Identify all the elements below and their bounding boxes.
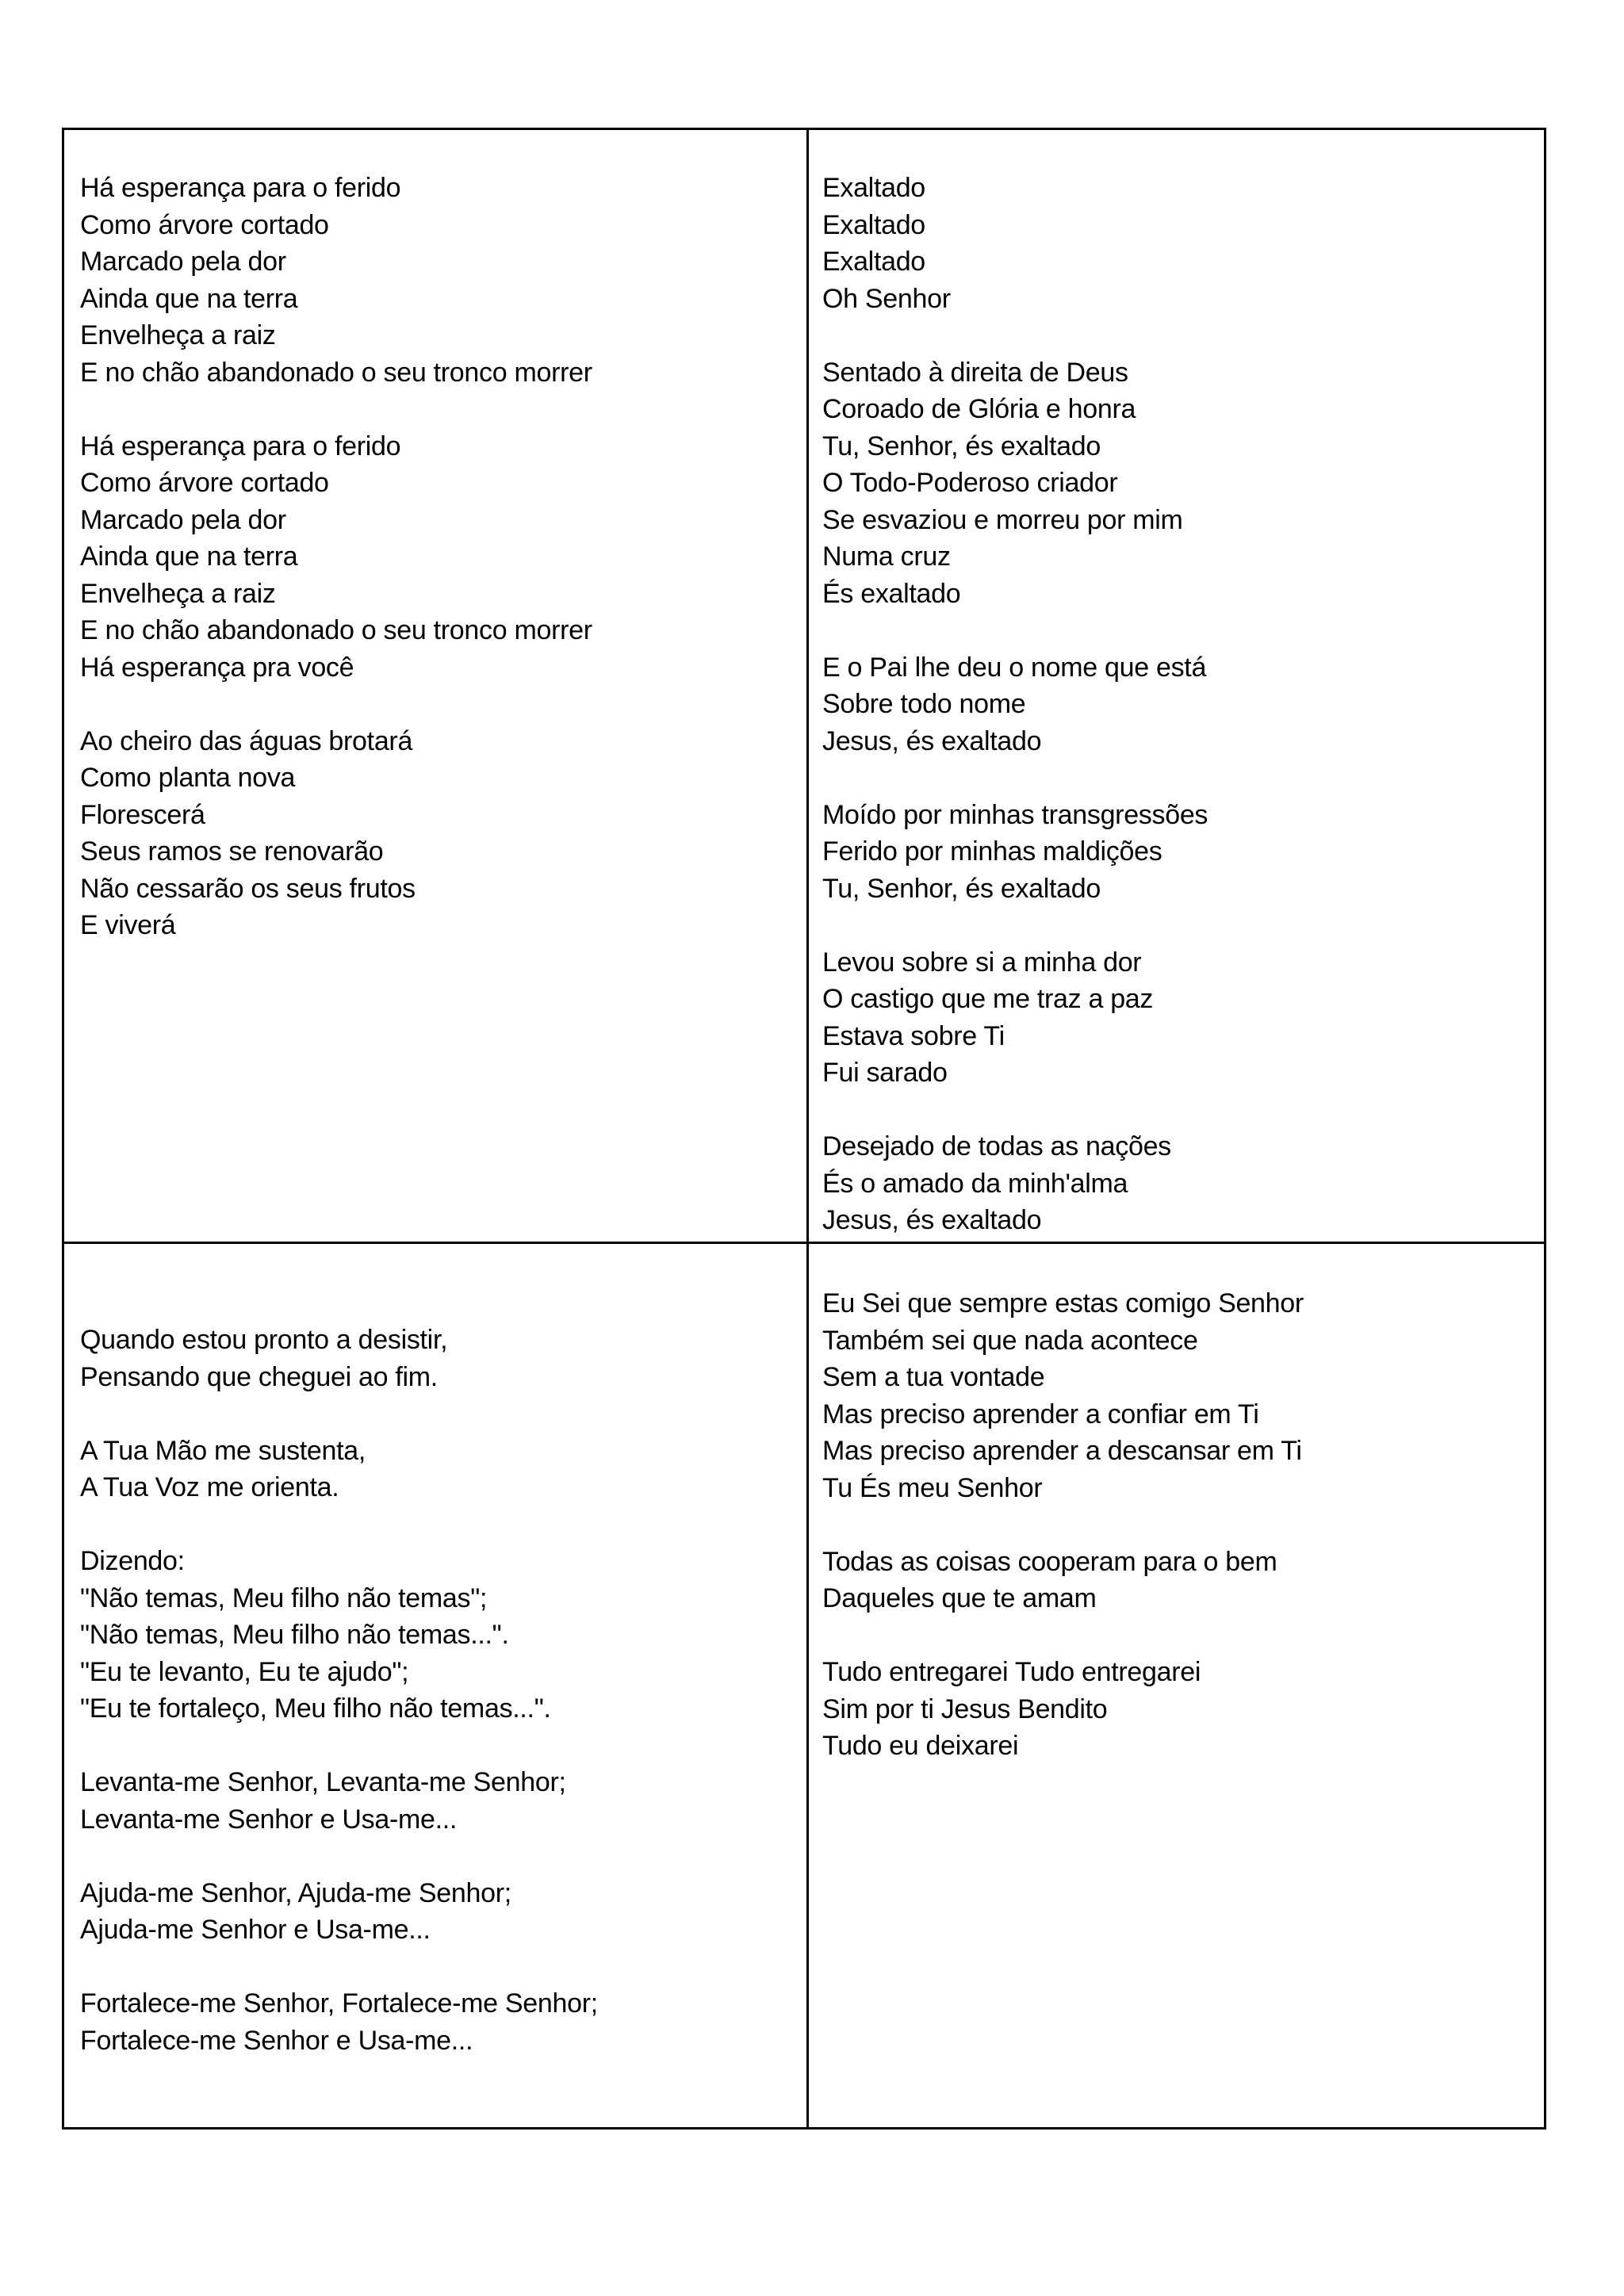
- lyric-line: Sobre todo nome: [822, 689, 1026, 719]
- lyric-line: Ajuda-me Senhor, Ajuda-me Senhor;: [80, 1877, 511, 1908]
- lyric-line: Seus ramos se renovarão: [80, 836, 384, 867]
- lyric-line: Envelheça a raiz: [80, 320, 276, 350]
- stanza: [80, 1985, 794, 2059]
- row-divider: [64, 1242, 1544, 1244]
- lyric-line: Sem a tua vontade: [822, 1362, 1045, 1392]
- lyric-line: Eu Sei que sempre estas comigo Senhor: [822, 1288, 1304, 1318]
- lyric-line: Ajuda-me Senhor e Usa-me...: [80, 1915, 431, 1945]
- lyric-line: O castigo que me traz a paz: [822, 984, 1154, 1014]
- cell-bottom-left: [80, 1322, 794, 2122]
- lyric-line: Levanta-me Senhor e Usa-me...: [80, 1804, 458, 1835]
- lyric-line: Jesus, és exaltado: [822, 1205, 1042, 1235]
- lyric-line: Mas preciso aprender a confiar em Ti: [822, 1399, 1259, 1429]
- lyric-line: Fui sarado: [822, 1058, 948, 1088]
- lyric-line: És o amado da minh'alma: [822, 1168, 1128, 1199]
- lyric-line: Numa cruz: [822, 541, 951, 572]
- stanza: [80, 1764, 794, 1838]
- lyric-line: "Não temas, Meu filho não temas";: [80, 1582, 488, 1613]
- lyric-line: Fortalece-me Senhor, Fortalece-me Senhor;: [80, 1988, 598, 2019]
- lyric-line: Dizendo:: [80, 1546, 185, 1576]
- lyric-line: O Todo-Poderoso criador: [822, 468, 1118, 498]
- lyric-line: E o Pai lhe deu o nome que está: [822, 652, 1207, 683]
- stanza: [822, 797, 1536, 908]
- lyric-line: Jesus, és exaltado: [822, 725, 1042, 756]
- stanza: [80, 723, 794, 944]
- cell-bottom-right: [822, 1285, 1536, 2122]
- lyric-line: Tudo entregarei Tudo entregarei: [822, 1657, 1201, 1687]
- lyric-line: Oh Senhor: [822, 283, 951, 314]
- lyric-line: Estava sobre Ti: [822, 1020, 1005, 1051]
- lyric-line: Marcado pela dor: [80, 247, 286, 277]
- lyric-line: Ainda que na terra: [80, 283, 298, 314]
- stanza: [822, 649, 1536, 760]
- stanza: [80, 1322, 794, 1395]
- lyric-line: Ferido por minhas maldições: [822, 836, 1162, 867]
- stanza: [80, 1433, 794, 1506]
- lyric-line: Pensando que cheguei ao fim.: [80, 1361, 438, 1392]
- lyric-line: Tu, Senhor, és exaltado: [822, 873, 1101, 904]
- lyric-line: Como árvore cortado: [80, 209, 329, 240]
- lyric-line: Marcado pela dor: [80, 504, 286, 535]
- lyric-line: Florescerá: [80, 799, 205, 830]
- lyric-line: Há esperança para o ferido: [80, 173, 401, 203]
- lyric-line: E no chão abandonado o seu tronco morrer: [80, 615, 592, 645]
- lyric-line: Levou sobre si a minha dor: [822, 947, 1142, 978]
- lyric-line: Mas preciso aprender a descansar em Ti: [822, 1436, 1302, 1466]
- lyric-line: "Eu te levanto, Eu te ajudo";: [80, 1656, 409, 1687]
- stanza: [822, 354, 1536, 613]
- lyric-line: E viverá: [80, 910, 176, 940]
- column-divider: [806, 130, 809, 2127]
- lyric-line: Há esperança para o ferido: [80, 430, 401, 461]
- cell-top-right: [822, 170, 1536, 1236]
- lyric-line: Envelheça a raiz: [80, 578, 276, 609]
- lyrics-table: [62, 128, 1546, 2130]
- lyric-line: Quando estou pronto a desistir,: [80, 1325, 448, 1355]
- lyric-line: "Eu te fortaleço, Meu filho não temas...".: [80, 1693, 551, 1724]
- lyric-line: Levanta-me Senhor, Levanta-me Senhor;: [80, 1767, 566, 1797]
- lyric-line: Moído por minhas transgressões: [822, 799, 1208, 830]
- lyric-line: Fortalece-me Senhor e Usa-me...: [80, 2025, 473, 2056]
- stanza: [822, 1285, 1536, 1506]
- lyric-line: Tudo eu deixarei: [822, 1731, 1019, 1761]
- lyric-line: Coroado de Glória e honra: [822, 394, 1136, 424]
- stanza: [80, 428, 794, 687]
- lyric-line: Exaltado: [822, 247, 925, 277]
- lyric-line: E no chão abandonado o seu tronco morrer: [80, 357, 592, 388]
- lyric-line: Todas as coisas cooperam para o bem: [822, 1546, 1277, 1577]
- lyric-line: Exaltado: [822, 173, 925, 203]
- lyric-line: A Tua Voz me orienta.: [80, 1472, 339, 1502]
- lyric-line: Ao cheiro das águas brotará: [80, 725, 413, 756]
- stanza: [822, 170, 1536, 317]
- lyric-line: Se esvaziou e morreu por mim: [822, 504, 1183, 535]
- stanza: [822, 1544, 1536, 1617]
- lyric-line: Como planta nova: [80, 763, 296, 793]
- stanza: [822, 1128, 1536, 1236]
- lyric-line: Sim por ti Jesus Bendito: [822, 1693, 1108, 1724]
- lyric-line: Exaltado: [822, 209, 925, 240]
- stanza: [822, 1654, 1536, 1765]
- lyric-line: És exaltado: [822, 578, 961, 609]
- stanza: [80, 1543, 794, 1728]
- lyric-line: Ainda que na terra: [80, 541, 298, 572]
- lyric-line: Sentado à direita de Deus: [822, 357, 1128, 388]
- lyric-line: Desejado de todas as nações: [822, 1131, 1171, 1161]
- lyric-line: Também sei que nada acontece: [822, 1325, 1198, 1356]
- lyric-line: Como árvore cortado: [80, 468, 329, 498]
- stanza: [80, 170, 794, 391]
- lyric-line: Tu, Senhor, és exaltado: [822, 430, 1101, 461]
- lyric-line: Tu És meu Senhor: [822, 1472, 1043, 1503]
- stanza: [822, 944, 1536, 1092]
- lyric-line: Não cessarão os seus frutos: [80, 873, 416, 904]
- lyric-line: Há esperança pra você: [80, 652, 354, 683]
- stanza: [80, 1875, 794, 1949]
- lyric-line: Daqueles que te amam: [822, 1583, 1097, 1613]
- cell-top-left: [80, 170, 794, 1236]
- lyric-line: "Não temas, Meu filho não temas...".: [80, 1620, 509, 1650]
- lyric-line: A Tua Mão me sustenta,: [80, 1435, 366, 1466]
